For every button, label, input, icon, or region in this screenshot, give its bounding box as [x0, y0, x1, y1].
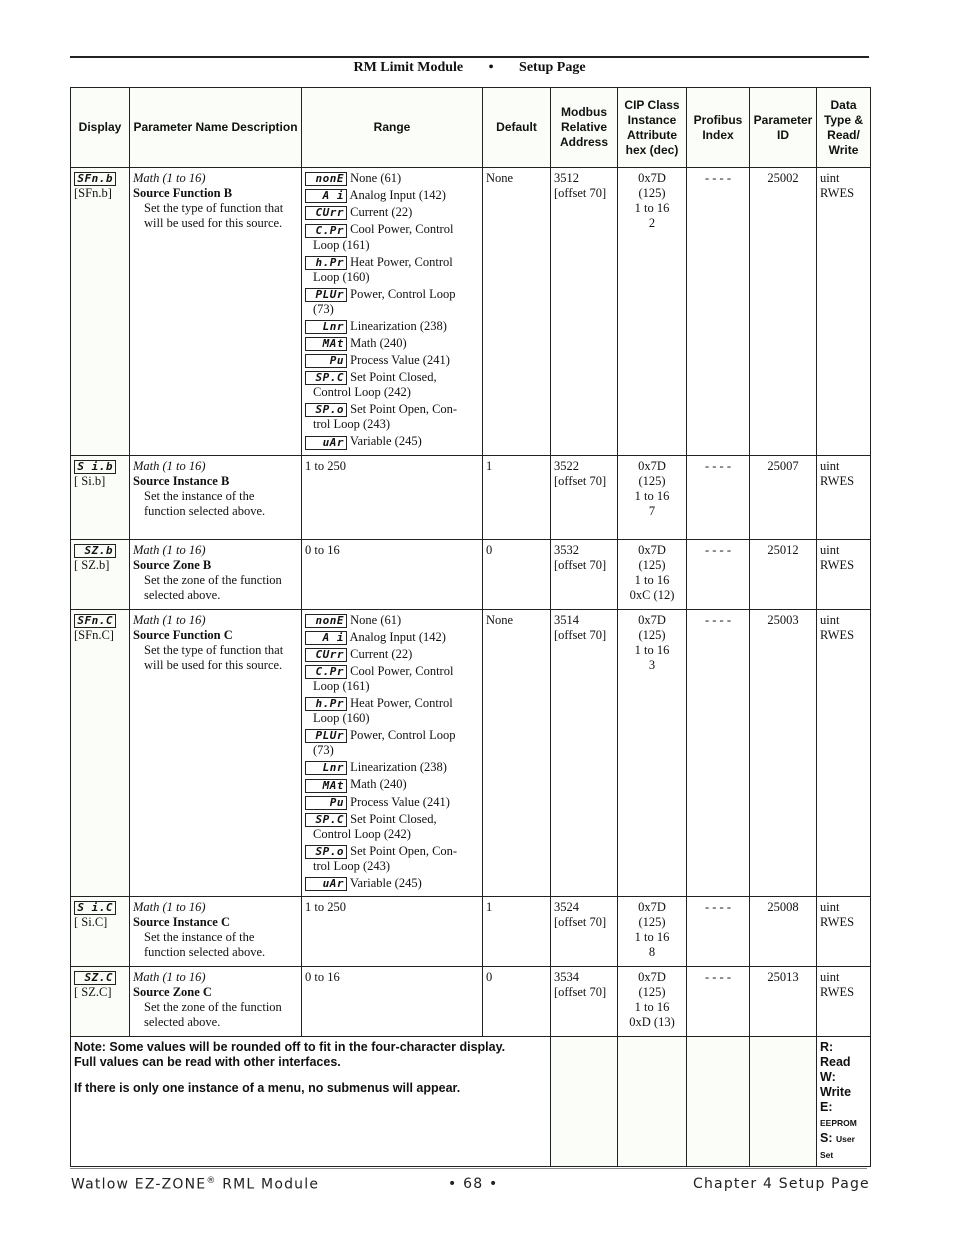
table-row	[71, 967, 871, 1037]
parameter-id-cell: 25003	[750, 609, 817, 897]
lcd-option-icon: PLUr	[305, 729, 347, 743]
range-option	[305, 812, 479, 842]
profibus-cell: - - - -	[687, 897, 750, 967]
menu-label: Math (1 to 16)	[133, 458, 206, 473]
parameter-cell	[130, 168, 302, 456]
range-option	[305, 188, 479, 203]
default-cell: 0	[483, 967, 551, 1037]
header-row	[71, 88, 871, 168]
parameter-cell	[130, 897, 302, 967]
table-row	[71, 897, 871, 967]
range-option-label: Cool Power, Control	[350, 663, 454, 678]
range-option	[305, 255, 479, 285]
header-parameter-id: Parameter ID	[750, 88, 817, 168]
parameter-name: Source Zone C	[133, 985, 212, 999]
read-write: RWES	[820, 915, 855, 929]
lcd-display-icon: SFn.b	[74, 172, 116, 186]
lcd-option-icon: CUrr	[305, 648, 347, 662]
range-option	[305, 844, 479, 874]
parameter-cell	[130, 609, 302, 897]
range-option-label: Linearization (238)	[350, 318, 447, 333]
cip-cell	[618, 455, 687, 539]
parameter-id-cell: 25002	[750, 168, 817, 456]
range-option-continuation: Loop (160)	[313, 269, 370, 284]
cip-line: (125)	[638, 557, 666, 572]
modbus-offset: [offset 70]	[554, 557, 607, 572]
modbus-cell	[551, 609, 618, 897]
modbus-address: 3534	[554, 970, 579, 984]
range-option	[305, 222, 479, 252]
range-option	[305, 777, 479, 792]
range-option-label: None (61)	[350, 171, 402, 185]
range-option-label: Analog Input (142)	[349, 629, 446, 644]
modbus-cell	[551, 967, 618, 1037]
parameter-cell	[130, 455, 302, 539]
header-cip: CIP Class Instance Attribute hex (dec)	[618, 88, 687, 168]
range-option	[305, 319, 479, 334]
lcd-option-icon: nonE	[305, 614, 347, 628]
default-cell: 0	[483, 539, 551, 609]
header-parameter-name: Parameter Name Description	[130, 88, 302, 168]
parameter-description: Set the type of function that will be used for this source.	[144, 642, 284, 672]
data-type-cell	[817, 609, 871, 897]
header-profibus: Profibus Index	[687, 88, 750, 168]
cip-line: 1 to 16	[634, 572, 670, 587]
range-cell	[302, 455, 483, 539]
range-option-label: Variable (245)	[349, 875, 422, 890]
legend-user-set	[820, 1131, 867, 1163]
range-option	[305, 728, 479, 758]
table-row	[71, 609, 871, 897]
lcd-option-icon: C.Pr	[305, 665, 347, 679]
legend-eeprom	[820, 1100, 867, 1131]
empty-cell	[618, 1037, 687, 1167]
display-cell	[71, 539, 130, 609]
table-row	[71, 539, 871, 609]
range-value: 0 to 16	[305, 970, 340, 984]
profibus-cell: - - - -	[687, 539, 750, 609]
cip-line: 0x7D	[638, 542, 666, 557]
read-write: RWES	[820, 985, 855, 999]
range-option-label: Heat Power, Control	[350, 696, 453, 710]
display-code: [ SZ.C]	[74, 985, 112, 1000]
cip-line: 2	[648, 216, 656, 230]
lcd-option-icon: SP.C	[305, 813, 347, 827]
table-row	[71, 455, 871, 539]
legend-write: W: Write	[820, 1070, 852, 1099]
menu-label: Math (1 to 16)	[133, 612, 206, 627]
footer-product-suffix: RML Module	[216, 1176, 320, 1193]
lcd-display-icon: SZ.b	[74, 544, 116, 558]
legend-eeprom-value: EEPROM	[820, 1118, 857, 1128]
data-type: uint	[820, 171, 840, 185]
note-spacer	[74, 1070, 547, 1081]
parameter-name: Source Function C	[133, 627, 233, 642]
default-cell: 1	[483, 897, 551, 967]
lcd-option-icon: Lnr	[305, 320, 347, 334]
read-write: RWES	[820, 473, 855, 488]
profibus-cell: - - - -	[687, 168, 750, 456]
range-option	[305, 630, 479, 645]
range-cell	[302, 168, 483, 456]
range-option-continuation: Loop (161)	[313, 237, 370, 252]
range-option	[305, 370, 479, 400]
range-option-label: Cool Power, Control	[350, 222, 454, 237]
legend-user-set-value: User Set	[820, 1134, 855, 1160]
range-option-continuation: Loop (160)	[313, 711, 370, 726]
parameter-id-cell: 25008	[750, 897, 817, 967]
lcd-option-icon: h.Pr	[305, 256, 347, 270]
display-code: [ Si.C]	[74, 915, 108, 930]
read-write: RWES	[820, 557, 855, 572]
range-option	[305, 402, 479, 432]
header-data-type: Data Type & Read/ Write	[817, 88, 871, 168]
range-option-label: Analog Input (142)	[349, 188, 446, 203]
cip-line: 0x7D	[638, 970, 666, 984]
cip-line: (125)	[638, 186, 666, 200]
parameter-cell	[130, 967, 302, 1037]
header-modbus: Modbus Relative Address	[551, 88, 618, 168]
lcd-option-icon: Pu	[305, 796, 347, 810]
data-type-cell	[817, 897, 871, 967]
modbus-address: 3532	[554, 542, 579, 557]
empty-cell	[687, 1037, 750, 1167]
lcd-option-icon: uAr	[305, 436, 347, 450]
cip-line: 1 to 16	[634, 642, 670, 657]
table-row	[71, 168, 871, 456]
parameter-description: Set the zone of the function selected above.	[144, 572, 282, 602]
header-range: Range	[302, 88, 483, 168]
parameter-name: Source Zone B	[133, 557, 212, 572]
range-option-continuation: (73)	[313, 743, 334, 758]
lcd-option-icon: SP.o	[305, 845, 347, 859]
legend-read: R: Read	[820, 1040, 851, 1069]
lcd-option-icon: C.Pr	[305, 224, 347, 238]
cip-line: 0x7D	[638, 458, 666, 473]
top-rule	[70, 56, 869, 58]
footer-product	[71, 1176, 319, 1193]
range-value: 0 to 16	[305, 542, 340, 557]
range-option-label: Set Point Open, Con-	[350, 402, 458, 417]
header-default: Default	[483, 88, 551, 168]
cip-line: 7	[648, 503, 656, 518]
range-option-label: None (61)	[350, 612, 402, 627]
note-row	[71, 1037, 871, 1167]
range-option-continuation: trol Loop (243)	[313, 417, 391, 432]
title-bullet: •	[488, 60, 494, 75]
header-display: Display	[71, 88, 130, 168]
range-option	[305, 205, 479, 220]
data-type-cell	[817, 168, 871, 456]
modbus-offset: [offset 70]	[554, 985, 607, 999]
modbus-offset: [offset 70]	[554, 473, 607, 488]
display-code: [ SZ.b]	[74, 557, 110, 572]
footer-rule	[70, 1168, 867, 1169]
display-cell	[71, 168, 130, 456]
legend-eeprom-key: E:	[820, 1100, 833, 1114]
range-option-continuation: Control Loop (242)	[313, 385, 411, 400]
menu-label: Math (1 to 16)	[133, 970, 206, 984]
profibus-cell: - - - -	[687, 609, 750, 897]
empty-cell	[551, 1037, 618, 1167]
lcd-display-icon: S i.C	[74, 901, 116, 915]
range-option	[305, 795, 479, 810]
note-line: Full values can be read with other interfaces.	[74, 1055, 341, 1069]
range-option-label: Variable (245)	[349, 434, 422, 449]
parameter-description: Set the instance of the function selected above.	[144, 488, 266, 518]
default-cell: None	[483, 168, 551, 456]
registered-mark: ®	[206, 1176, 217, 1186]
parameter-description: Set the type of function that will be used for this source.	[144, 201, 284, 230]
range-option-label: Math (240)	[350, 335, 407, 350]
read-write: RWES	[820, 186, 855, 200]
data-type-cell	[817, 539, 871, 609]
parameter-id-cell: 25007	[750, 455, 817, 539]
cip-line: (125)	[638, 985, 666, 999]
legend-cell	[817, 1037, 871, 1167]
range-option-label: Set Point Closed,	[350, 811, 437, 826]
range-cell	[302, 609, 483, 897]
display-cell	[71, 609, 130, 897]
range-value: 1 to 250	[305, 900, 346, 914]
parameter-name: Source Function B	[133, 186, 233, 200]
cip-line: 8	[648, 945, 656, 959]
range-option-label: Power, Control Loop	[350, 286, 456, 301]
default-cell: 1	[483, 455, 551, 539]
note-line: Note: Some values will be rounded off to fit in the four-character display.	[74, 1040, 506, 1054]
data-type: uint	[820, 970, 840, 984]
lcd-option-icon: SP.o	[305, 403, 347, 417]
lcd-display-icon: SFn.C	[74, 614, 116, 628]
range-option-label: Power, Control Loop	[350, 728, 456, 743]
lcd-option-icon: h.Pr	[305, 697, 347, 711]
range-option	[305, 876, 479, 891]
lcd-option-icon: A i	[305, 631, 347, 645]
range-value: 1 to 250	[305, 458, 346, 473]
page-number: • 68 •	[448, 1176, 499, 1192]
range-option-label: Current (22)	[350, 205, 413, 220]
footer-chapter: Chapter 4 Setup Page	[693, 1176, 870, 1192]
parameter-table	[70, 87, 871, 1167]
cip-line: 1 to 16	[634, 930, 670, 944]
range-option	[305, 647, 479, 662]
display-code: [SFn.C]	[74, 627, 114, 642]
lcd-display-icon: S i.b	[74, 460, 116, 474]
range-option	[305, 353, 479, 368]
lcd-option-icon: MAt	[305, 779, 347, 793]
modbus-cell	[551, 897, 618, 967]
page-title	[70, 60, 869, 76]
parameter-id-cell: 25013	[750, 967, 817, 1037]
cip-line: (125)	[638, 473, 666, 488]
cip-line: (125)	[638, 627, 666, 642]
data-type-cell	[817, 455, 871, 539]
lcd-option-icon: Pu	[305, 354, 347, 368]
cip-line: 1 to 16	[634, 201, 670, 215]
range-option-label: Current (22)	[350, 646, 413, 661]
modbus-cell	[551, 455, 618, 539]
range-option	[305, 287, 479, 317]
data-type-cell	[817, 967, 871, 1037]
modbus-offset: [offset 70]	[554, 915, 607, 929]
range-option-continuation: Loop (161)	[313, 679, 370, 693]
cip-cell	[618, 967, 687, 1037]
lcd-option-icon: uAr	[305, 877, 347, 891]
menu-label: Math (1 to 16)	[133, 900, 206, 914]
parameter-cell	[130, 539, 302, 609]
module-name: RM Limit Module	[353, 60, 464, 75]
range-option	[305, 171, 479, 186]
range-cell	[302, 967, 483, 1037]
modbus-cell	[551, 168, 618, 456]
lcd-option-icon: CUrr	[305, 206, 347, 220]
parameter-description: Set the instance of the function selected above.	[144, 930, 266, 959]
range-option	[305, 336, 479, 351]
range-option-label: Set Point Open, Con-	[350, 843, 458, 858]
range-option	[305, 696, 479, 726]
modbus-address: 3524	[554, 900, 579, 914]
read-write: RWES	[820, 627, 855, 642]
parameter-name: Source Instance C	[133, 915, 230, 929]
data-type: uint	[820, 542, 840, 557]
page-name: Setup Page	[519, 60, 586, 75]
parameter-name: Source Instance B	[133, 473, 230, 488]
cip-cell	[618, 539, 687, 609]
modbus-offset: [offset 70]	[554, 627, 607, 642]
range-option	[305, 760, 479, 775]
modbus-address: 3512	[554, 171, 579, 185]
cip-line: 0x7D	[638, 612, 666, 627]
footer-product-name: Watlow EZ-ZONE	[71, 1176, 207, 1193]
data-type: uint	[820, 612, 840, 627]
menu-label: Math (1 to 16)	[133, 542, 206, 557]
cip-line: 0x7D	[638, 171, 666, 185]
modbus-address: 3514	[554, 612, 579, 627]
modbus-offset: [offset 70]	[554, 186, 607, 200]
range-cell	[302, 897, 483, 967]
display-code: [SFn.b]	[74, 186, 112, 201]
range-option	[305, 664, 479, 694]
modbus-address: 3522	[554, 458, 579, 473]
lcd-option-icon: PLUr	[305, 288, 347, 302]
cip-cell	[618, 897, 687, 967]
legend-user-set-key: S:	[820, 1131, 833, 1145]
range-option-continuation: trol Loop (243)	[313, 858, 391, 873]
cip-line: 0xD (13)	[629, 1015, 675, 1029]
lcd-option-icon: Lnr	[305, 761, 347, 775]
range-option-label: Heat Power, Control	[350, 254, 453, 269]
display-code: [ Si.b]	[74, 473, 106, 488]
lcd-option-icon: MAt	[305, 337, 347, 351]
lcd-display-icon: SZ.C	[74, 971, 116, 985]
display-cell	[71, 897, 130, 967]
cip-cell	[618, 168, 687, 456]
menu-label: Math (1 to 16)	[133, 171, 206, 185]
cip-line: 0x7D	[638, 900, 666, 914]
cip-cell	[618, 609, 687, 897]
note-line: If there is only one instance of a menu, no submenus will appear.	[74, 1081, 461, 1095]
range-option	[305, 613, 479, 628]
range-option-label: Process Value (241)	[350, 794, 450, 809]
empty-cell	[750, 1037, 817, 1167]
lcd-option-icon: A i	[305, 189, 347, 203]
cip-line: 1 to 16	[634, 1000, 670, 1014]
data-type: uint	[820, 900, 840, 914]
parameter-description: Set the zone of the function selected above.	[144, 1000, 282, 1029]
cip-line: 0xC (12)	[629, 587, 675, 602]
display-cell	[71, 455, 130, 539]
modbus-cell	[551, 539, 618, 609]
range-option	[305, 434, 479, 449]
default-cell: None	[483, 609, 551, 897]
range-option-label: Process Value (241)	[350, 353, 450, 367]
profibus-cell: - - - -	[687, 967, 750, 1037]
range-option-continuation: (73)	[313, 301, 334, 316]
parameter-id-cell: 25012	[750, 539, 817, 609]
display-cell	[71, 967, 130, 1037]
range-option-label: Set Point Closed,	[350, 370, 437, 385]
cip-line: 1 to 16	[634, 488, 670, 503]
lcd-option-icon: SP.C	[305, 371, 347, 385]
lcd-option-icon: nonE	[305, 172, 347, 186]
note-cell	[71, 1037, 551, 1167]
range-option-label: Linearization (238)	[350, 760, 447, 775]
cip-line: 3	[648, 657, 656, 672]
data-type: uint	[820, 458, 840, 473]
profibus-cell: - - - -	[687, 455, 750, 539]
range-option-label: Math (240)	[350, 777, 407, 792]
cip-line: (125)	[638, 915, 666, 929]
range-cell	[302, 539, 483, 609]
range-option-continuation: Control Loop (242)	[313, 826, 411, 841]
